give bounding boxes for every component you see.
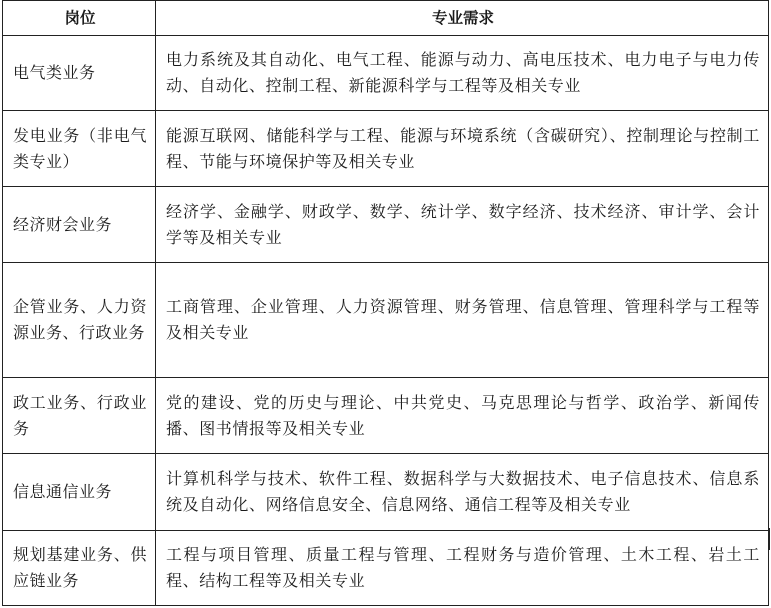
- table-body: [3, 36, 769, 606]
- header-row: [3, 1, 769, 36]
- major-requirements-table: [2, 0, 769, 606]
- scan-edge-mark: [768, 528, 770, 550]
- header-position: 岗位: [3, 1, 156, 36]
- requirement-cell: 经济学、金融学、财政学、数学、统计学、数字经济、技术经济、审计学、会计学等及相关专业: [156, 187, 769, 263]
- table-row: [3, 454, 769, 531]
- requirement-cell: 计算机科学与技术、软件工程、数据科学与大数据技术、电子信息技术、信息系统及自动化、网络信息安全、信息网络、通信工程等及相关专业: [156, 454, 769, 531]
- table-header: [3, 1, 769, 36]
- requirement-cell: 工商管理、企业管理、人力资源管理、财务管理、信息管理、管理科学与工程等及相关专业: [156, 263, 769, 378]
- position-cell: 经济财会业务: [3, 187, 156, 263]
- table-row: [3, 111, 769, 187]
- header-requirement: 专业需求: [156, 1, 769, 36]
- table-row: [3, 187, 769, 263]
- table-row: [3, 378, 769, 454]
- table-row: [3, 531, 769, 606]
- requirement-cell: 电力系统及其自动化、电气工程、能源与动力、高电压技术、电力电子与电力传动、自动化、控制工程、新能源科学与工程等及相关专业: [156, 36, 769, 111]
- position-cell: 电气类业务: [3, 36, 156, 111]
- position-cell: 发电业务（非电气类专业）: [3, 111, 156, 187]
- position-cell: 企管业务、人力资源业务、行政业务: [3, 263, 156, 378]
- requirement-cell: 能源互联网、储能科学与工程、能源与环境系统（含碳研究）、控制理论与控制工程、节能与环境保护等及相关专业: [156, 111, 769, 187]
- position-cell: 信息通信业务: [3, 454, 156, 531]
- position-cell: 规划基建业务、供应链业务: [3, 531, 156, 606]
- requirement-cell: 工程与项目管理、质量工程与管理、工程财务与造价管理、土木工程、岩土工程、结构工程等及相关专业: [156, 531, 769, 606]
- requirement-cell: 党的建设、党的历史与理论、中共党史、马克思理论与哲学、政治学、新闻传播、图书情报等及相关专业: [156, 378, 769, 454]
- table-row: [3, 263, 769, 378]
- position-cell: 政工业务、行政业务: [3, 378, 156, 454]
- table-row: [3, 36, 769, 111]
